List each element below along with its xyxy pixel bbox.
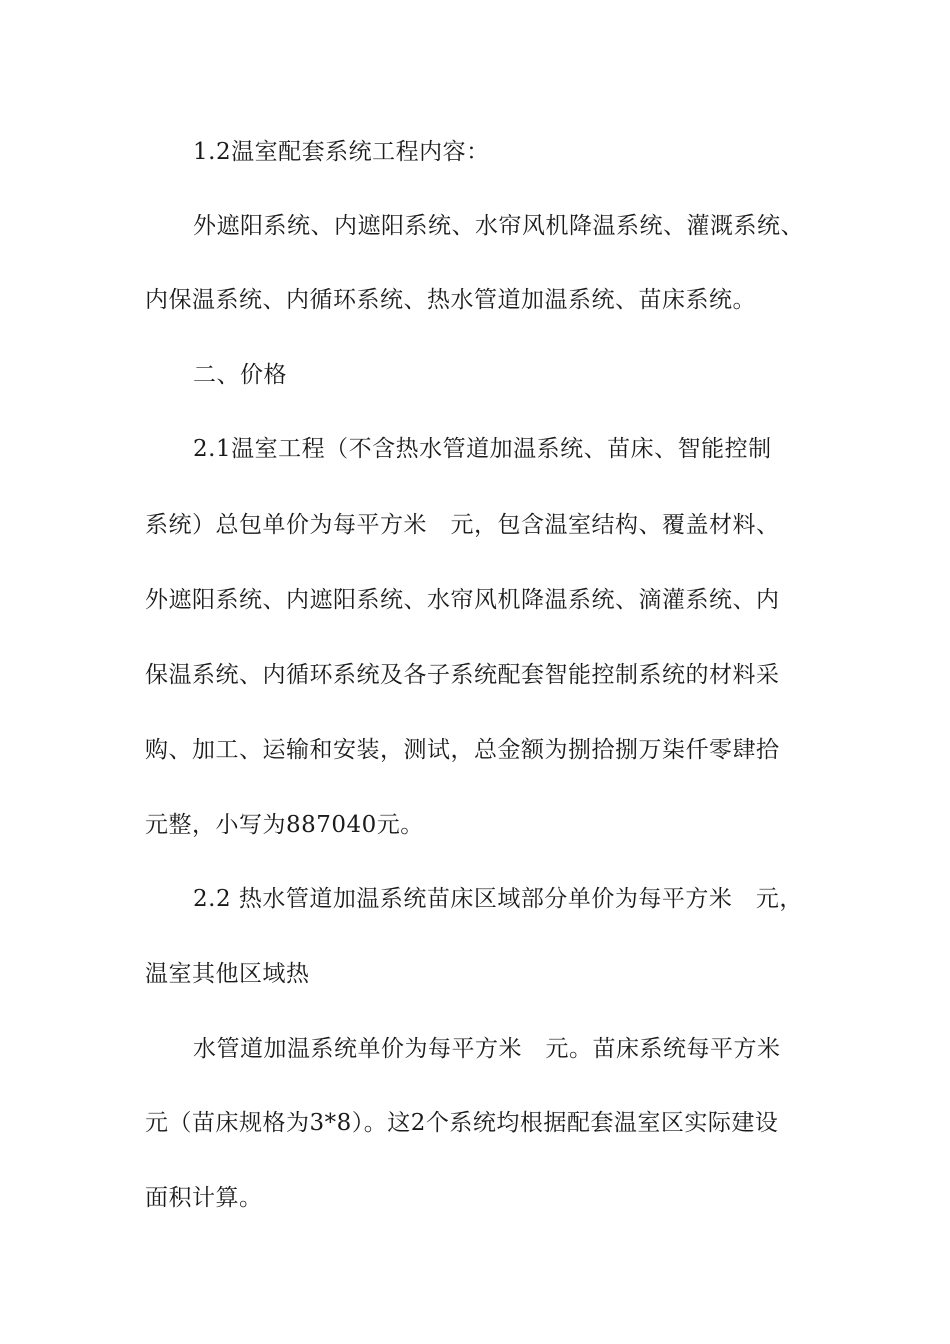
paragraph-line: 保温系统、内循环系统及各子系统配套智能控制系统的材料采 bbox=[145, 662, 780, 688]
paragraph-line: 内保温系统、内循环系统、热水管道加温系统、苗床系统。 bbox=[145, 287, 756, 313]
paragraph-line: 系统）总包单价为每平方米 元，包含温室结构、覆盖材料、 bbox=[145, 512, 780, 538]
paragraph-line: 水管道加温系统单价为每平方米 元。苗床系统每平方米 bbox=[193, 1036, 781, 1062]
section-heading-price: 二、价格 bbox=[193, 362, 287, 388]
paragraph-line: 2.1温室工程（不含热水管道加温系统、苗床、智能控制 bbox=[193, 436, 772, 462]
paragraph-line: 外遮阳系统、内遮阳系统、水帘风机降温系统、灌溉系统、 bbox=[193, 213, 804, 239]
paragraph-line: 2.2 热水管道加温系统苗床区域部分单价为每平方米 元， bbox=[193, 886, 803, 912]
paragraph-line: 外遮阳系统、内遮阳系统、水帘风机降温系统、滴灌系统、内 bbox=[145, 587, 780, 613]
paragraph-line: 面积计算。 bbox=[145, 1185, 263, 1211]
paragraph-line: 元（苗床规格为3*8）。这2个系统均根据配套温室区实际建设 bbox=[145, 1110, 779, 1136]
paragraph-line: 购、加工、运输和安装，测试，总金额为捌拾捌万柒仟零肆拾 bbox=[145, 737, 780, 763]
paragraph-line: 温室其他区域热 bbox=[145, 961, 310, 987]
section-heading-1-2: 1.2温室配套系统工程内容： bbox=[193, 139, 490, 165]
paragraph-line: 元整，小写为887040元。 bbox=[145, 812, 424, 838]
